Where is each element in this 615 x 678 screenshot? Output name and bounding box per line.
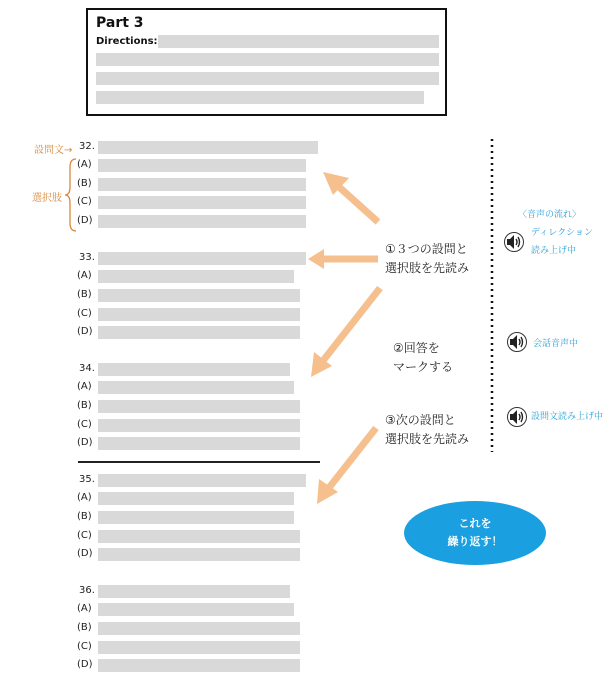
arrow-head (308, 249, 324, 269)
question-number: 35. (79, 474, 95, 485)
directions-label: Directions: (96, 36, 158, 47)
option-label: (B) (77, 178, 92, 189)
option-label: (C) (77, 641, 92, 652)
arrow-to-q35 (328, 428, 376, 489)
repeat-oval (404, 501, 546, 565)
option-label: (D) (77, 326, 93, 337)
question-number: 32. (79, 141, 95, 152)
option-label: (B) (77, 289, 92, 300)
option-label: (C) (77, 419, 92, 430)
option-label: (C) (77, 530, 92, 541)
step-2-text (393, 339, 453, 377)
option-label: (A) (77, 159, 92, 170)
option-label: (A) (77, 603, 92, 614)
option-label: (B) (77, 511, 92, 522)
speaker-icon (507, 332, 527, 352)
option-label: (B) (77, 400, 92, 411)
option-label: (A) (77, 270, 92, 281)
option-label: (D) (77, 215, 93, 226)
audio-flow-heading: 〈音声の流れ〉 (518, 210, 582, 220)
repeat-text-line-2: 繰り返す！ (447, 535, 503, 548)
arrow-to-q32 (338, 186, 378, 222)
step-2-line-1: ②回答を (393, 341, 440, 355)
arrow-to-q34 (322, 288, 380, 362)
step-1-text (385, 240, 469, 278)
question-number: 34. (79, 363, 95, 374)
option-label: (C) (77, 308, 92, 319)
speaker-icon (504, 232, 524, 252)
audio-direction-line-2: 読み上げ中 (531, 246, 577, 256)
step-3-line-2: 選択肢を先読み (385, 432, 470, 446)
step-2-line-2: マークする (393, 360, 454, 374)
audio-question-reading: 設問文読み上げ中 (531, 412, 604, 422)
option-label: (D) (77, 548, 93, 559)
part-title: Part 3 (96, 15, 144, 31)
audio-direction-line-1: ディレクション (531, 228, 593, 238)
step-1-line-1: ①３つの設問と (385, 242, 468, 256)
repeat-text-line-1: これを (458, 517, 492, 530)
question-label: 設問文→ (34, 145, 73, 156)
question-number: 36. (79, 585, 95, 596)
audio-conversation: 会話音声中 (533, 339, 579, 349)
option-label: (D) (77, 659, 93, 670)
option-label: (A) (77, 492, 92, 503)
step-3-line-1: ③次の設問と (385, 413, 456, 427)
option-label: (B) (77, 622, 92, 633)
speaker-icon (507, 407, 527, 427)
option-label: (D) (77, 437, 93, 448)
step-3-text (385, 411, 469, 449)
step-1-line-2: 選択肢を先読み (385, 261, 470, 275)
question-number: 33. (79, 252, 95, 263)
option-label: (A) (77, 381, 92, 392)
option-label: (C) (77, 196, 92, 207)
choices-label: 選択肢 (32, 193, 62, 204)
